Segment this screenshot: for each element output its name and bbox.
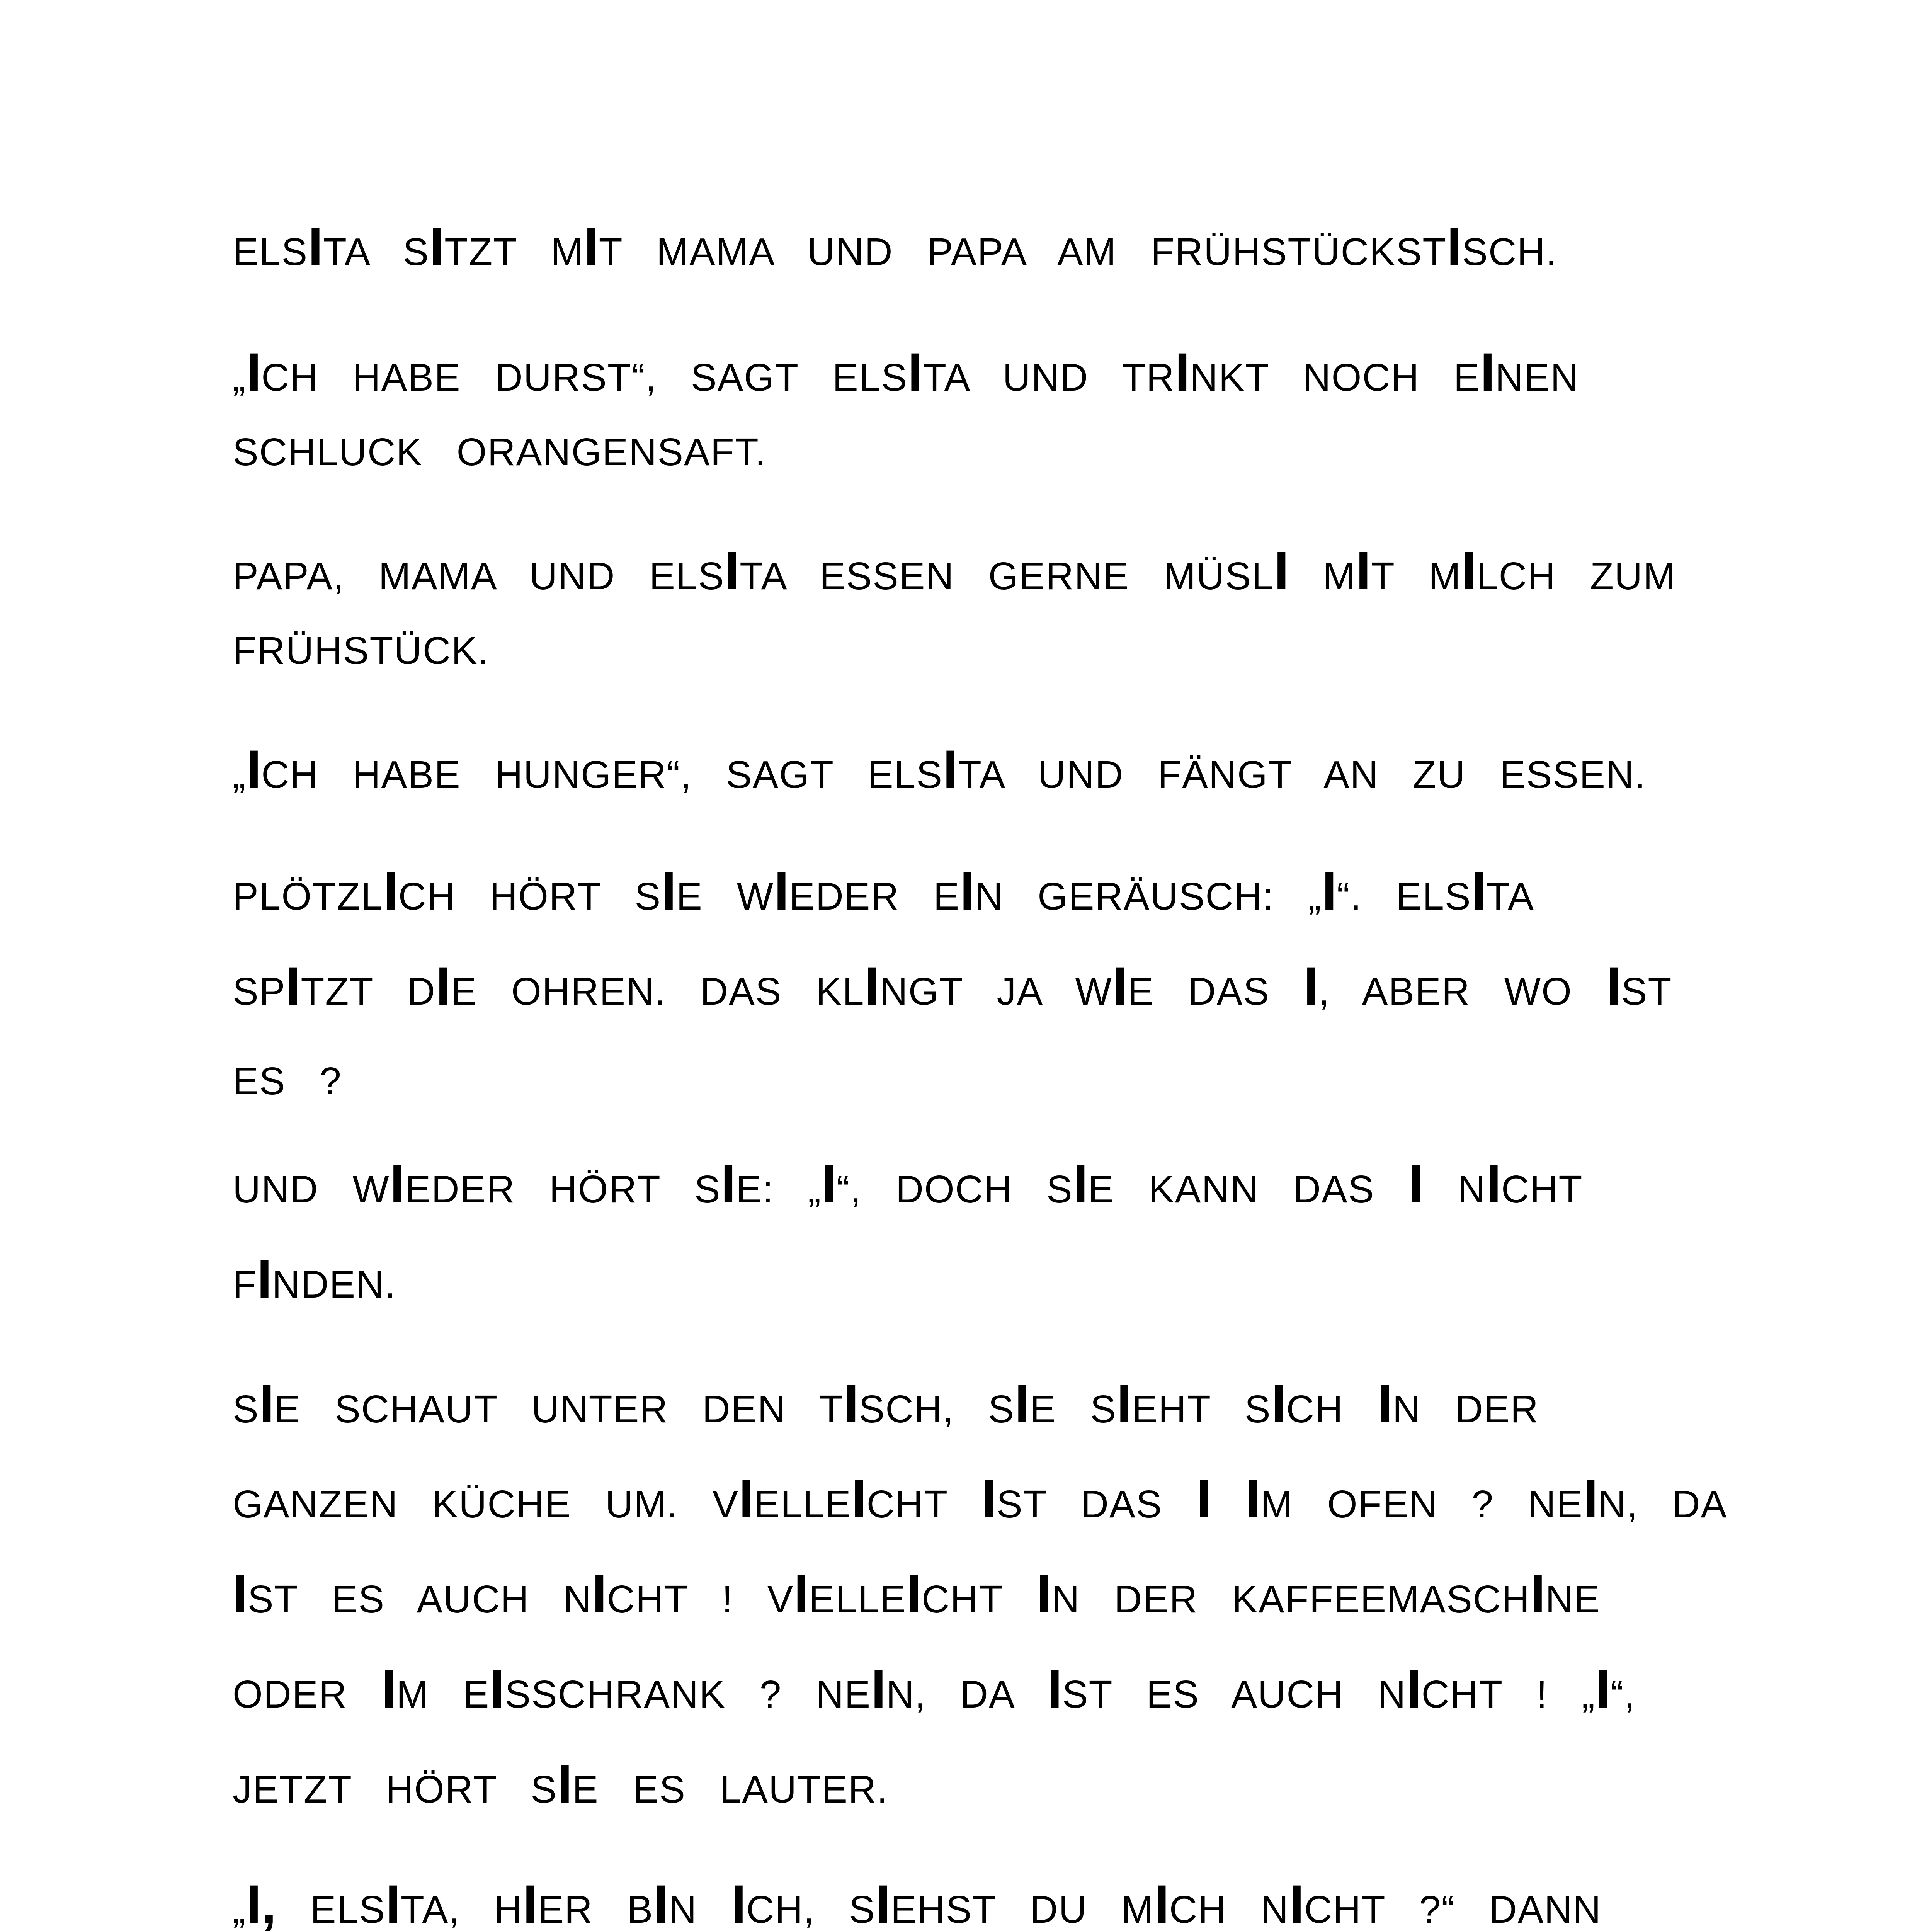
highlighted-letter-i: I [1175,342,1190,402]
text-run: SCH. [1462,230,1558,274]
highlighted-letter-i: I [1047,1658,1062,1719]
highlighted-letter-i: I [233,1563,248,1624]
text-run: ELS [276,1888,386,1931]
highlighted-letter-i: I [1196,1468,1212,1529]
highlighted-letter-i: I [1606,956,1621,1016]
text-run: E ES LAUTER. [572,1768,888,1811]
text-run: TA S [323,230,430,274]
highlighted-letter-i: I [981,1468,997,1529]
text-line [233,1248,396,1309]
text-run: „ [233,753,247,796]
text-run: NE [1545,1578,1601,1621]
text-run: TZT D [301,970,436,1013]
text-run: ODER [233,1673,381,1716]
text-run: CHT [866,1483,982,1526]
text-run: ELLE [809,1578,907,1621]
text-line [233,1753,888,1814]
highlighted-letter-i: I [1112,956,1128,1016]
highlighted-letter-i: I [1471,861,1487,921]
highlighted-letter-i: I [794,1563,809,1624]
highlighted-letter-i: I [385,1874,401,1932]
highlighted-letter-i: I [257,1248,272,1309]
highlighted-letter-i: I [1595,1658,1611,1719]
text-run: N DER [1392,1388,1539,1431]
text-run: CHT ?“ DANN [1304,1888,1602,1931]
highlighted-letter-i: I [490,1658,505,1719]
highlighted-letter-i: I [1036,1563,1052,1624]
text-run: „ [233,1888,247,1931]
text-run: EDER E [789,875,960,918]
text-run: N, DA [1598,1483,1728,1526]
highlighted-letter-i: I [725,540,740,601]
text-line [233,628,489,674]
text-run: “, [1610,1673,1636,1716]
highlighted-letter-i: I [1014,1373,1030,1434]
highlighted-letter-i: I [822,1153,837,1214]
text-run: PLÖTZL [233,875,383,918]
highlighted-letter-i: I [390,1153,405,1214]
text-run: “. ELS [1337,875,1471,918]
text-run: E W [676,875,774,918]
text-line [233,540,1676,601]
text-run: E S [1029,1388,1117,1431]
text-run: E KANN DAS [1088,1168,1409,1211]
highlighted-letter-i: I [943,739,958,799]
highlighted-letter-i: I [583,216,599,277]
highlighted-letter-i: I [774,861,789,921]
highlighted-letter-i: I [871,1658,886,1719]
highlighted-letter-i: I [1447,216,1462,277]
highlighted-letter-i: I [661,861,677,921]
highlighted-letter-i: I [246,739,262,799]
highlighted-letter-i: I [1480,342,1495,402]
text-run: GANZEN KÜCHE UM. V [233,1483,739,1526]
text-run: SP [233,970,286,1013]
text-run: SCHLUCK ORANGENSAFT. [233,430,767,474]
text-run [1211,1483,1245,1526]
highlighted-letter-i: I [1377,1373,1393,1434]
text-run: UND W [233,1168,390,1211]
highlighted-letter-i: I [592,1563,607,1624]
text-run: ST ES AUCH N [1062,1673,1407,1716]
text-run: ELS [233,230,308,274]
text-run: FRÜHSTÜCK. [233,629,490,672]
highlighted-letter-i: I [383,861,398,921]
text-line [233,342,1579,402]
text-run: „ [233,356,247,399]
text-line [233,1563,1601,1624]
highlighted-letter-i: I [1486,1153,1501,1214]
highlighted-letter-i: I [1406,1658,1422,1719]
text-run: NEN [1495,356,1579,399]
text-run: CHT ! V [607,1578,794,1621]
text-line [233,1373,1539,1434]
highlighted-letter-i: I [721,1153,736,1214]
text-run: TA UND TR [923,356,1175,399]
text-run: CH, S [746,1888,876,1931]
text-run: EHST DU M [890,1888,1154,1931]
text-run: N, DA [886,1673,1047,1716]
text-run: CHT [1501,1168,1583,1211]
text-run: N DER KAFFEEMASCH [1051,1578,1531,1621]
highlighted-letter-i: I [906,1563,922,1624]
text-run: SSCHRANK ? NE [505,1673,871,1716]
text-run: N [1424,1168,1487,1211]
text-line [233,956,1672,1016]
text-run: ER B [538,1888,654,1931]
highlighted-letter-i: I [1274,540,1289,601]
highlighted-letter-i: I [1322,861,1337,921]
highlighted-letter-i: I [1530,1563,1546,1624]
highlighted-letter-i: I [1154,1874,1169,1932]
text-run: TA [1486,875,1534,918]
text-run: CH HABE HUNGER“, SAGT ELS [261,753,943,796]
text-line [233,1468,1728,1529]
text-run: NKT NOCH E [1190,356,1480,399]
text-line [233,1658,1636,1719]
highlighted-letter-i: I [851,1468,867,1529]
highlighted-letter-i: I [381,1658,396,1719]
text-run: JETZT HÖRT S [233,1768,558,1811]
highlighted-letter-i: I [1408,1153,1424,1214]
highlighted-letter-i: I [653,1874,669,1932]
text-run: CH [1286,1388,1378,1431]
text-run: CH N [1169,1888,1289,1931]
text-run: TZT M [444,230,584,274]
text-run: E: „ [736,1168,822,1211]
text-run: ST DAS [996,1483,1197,1526]
text-line [233,216,1558,277]
highlighted-letter-i: I [1583,1468,1598,1529]
text-run: ST [1621,970,1672,1013]
text-run: TA ESSEN GERNE MÜSL [740,554,1274,598]
highlighted-letter-i: I [435,956,451,1016]
text-run: EHT S [1131,1388,1271,1431]
highlighted-letter-i: I [1117,1373,1132,1434]
text-run: CHT ! „ [1421,1673,1596,1716]
highlighted-letter-i: I [557,1753,573,1814]
text-run: E DAS [1127,970,1304,1013]
text-run: F [233,1263,257,1306]
highlighted-letter-i: I [960,861,975,921]
text-run: E OHREN. DAS KL [451,970,865,1013]
text-run: M E [396,1673,490,1716]
text-run: NDEN. [272,1263,396,1306]
text-run: T M [1371,554,1462,598]
highlighted-letter-i: I [739,1468,754,1529]
highlighted-letter-i: I [1271,1373,1286,1434]
text-run: ES ? [233,1060,342,1103]
text-run: S [233,1388,259,1431]
highlighted-letter-i: I, [246,1874,277,1932]
text-run: CHT [921,1578,1037,1621]
highlighted-letter-i: I [286,956,301,1016]
highlighted-letter-i: I [522,1874,538,1932]
highlighted-letter-i: I [731,1874,747,1932]
highlighted-letter-i: I [1073,1153,1088,1214]
highlighted-letter-i: I [908,342,923,402]
text-run: CH HABE DURST“, SAGT ELS [261,356,908,399]
highlighted-letter-i: I [1245,1468,1260,1529]
text-run: ST ES AUCH N [247,1578,592,1621]
highlighted-letter-i: I [259,1373,274,1434]
text-run: PAPA, MAMA UND ELS [233,554,725,598]
text-run: EDER HÖRT S [405,1168,721,1211]
text-run: E SCHAUT UNTER DEN T [274,1388,844,1431]
highlighted-letter-i: I [875,1874,891,1932]
text-run: T MAMA UND PAPA AM FRÜHSTÜCKST [599,230,1447,274]
text-run: M [1289,554,1356,598]
highlighted-letter-i: I [1356,540,1371,601]
text-line [233,1058,342,1104]
text-run: M OFEN ? NE [1260,1483,1583,1526]
highlighted-letter-i: I [308,216,323,277]
text-run: N GERÄUSCH: „ [975,875,1322,918]
text-run: SCH, S [859,1388,1015,1431]
highlighted-letter-i: I [1289,1874,1305,1932]
text-line [233,739,1646,799]
text-run: ELLE [754,1483,852,1526]
text-run: CH HÖRT S [398,875,662,918]
text-line [233,1874,1602,1932]
text-run: “, DOCH S [836,1168,1073,1211]
text-run: , ABER WO [1318,970,1606,1013]
text-run: TA, H [400,1888,523,1931]
highlighted-letter-i: I [844,1373,859,1434]
highlighted-letter-i: I [864,956,880,1016]
highlighted-letter-i: I [1303,956,1319,1016]
text-line [233,861,1534,921]
text-line [233,429,767,475]
text-line [233,1153,1583,1214]
text-run: N [668,1888,731,1931]
text-run: LCH ZUM [1476,554,1676,598]
highlighted-letter-i: I [246,342,262,402]
text-run: NGT JA W [879,970,1112,1013]
highlighted-letter-i: I [429,216,445,277]
text-run: TA UND FÄNGT AN ZU ESSEN. [958,753,1646,796]
highlighted-letter-i: I [1461,540,1476,601]
